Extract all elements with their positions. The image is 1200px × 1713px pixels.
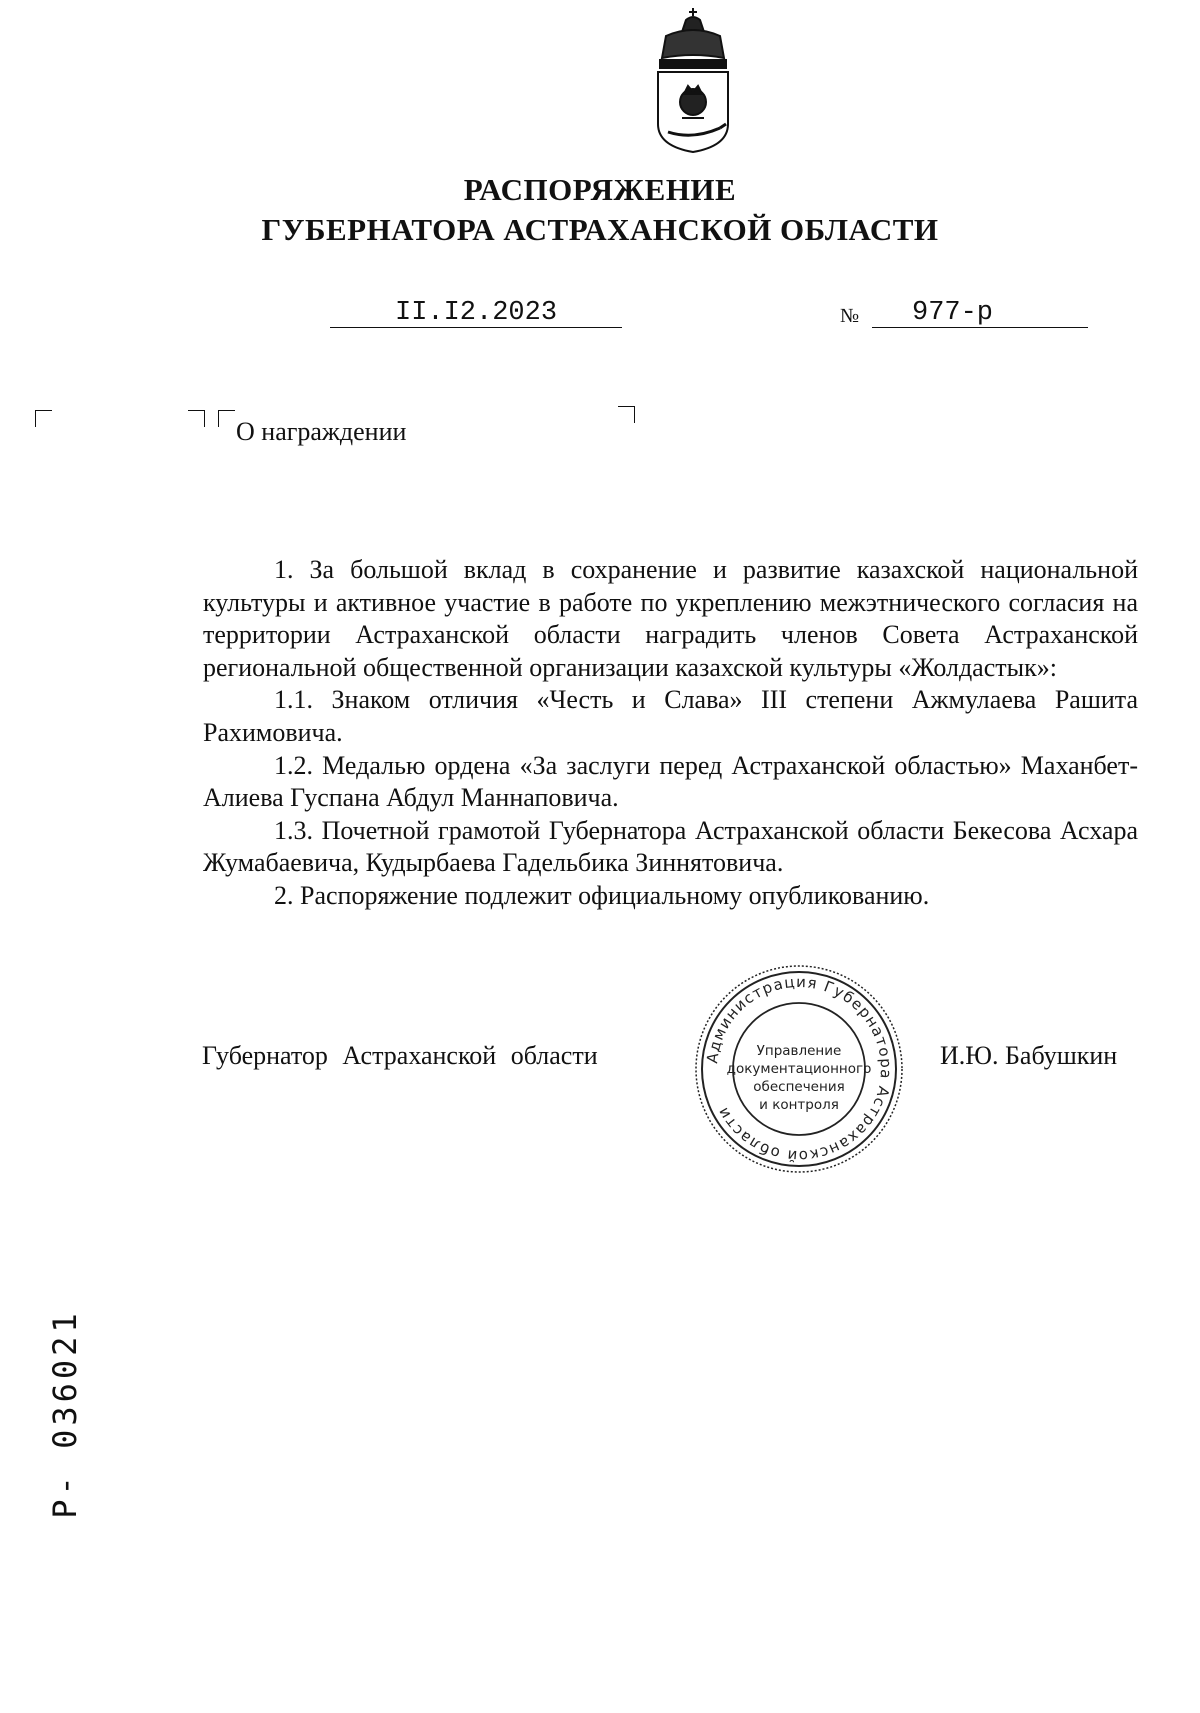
seal-ring-text: Администрация Губернатора Астраханской области: [703, 972, 896, 1166]
document-title: РАСПОРЯЖЕНИЕ: [463, 172, 737, 207]
corner-mark: [618, 406, 635, 423]
document-number: 977-р: [912, 298, 994, 328]
signatory-name: И.Ю. Бабушкин: [940, 1041, 1118, 1070]
paragraph: 1.2. Медалью ордена «За заслуги перед Астраханской областью» Маханбет-Алиева Гуспана Абдул Маннаповича.: [203, 750, 1138, 813]
seal-center-line: документационного: [726, 1061, 872, 1077]
paragraph: 1.1. Знаком отличия «Честь и Слава» III степени Ажмулаева Рашита Рахимовича.: [203, 685, 1138, 747]
document-subject: О награждении: [236, 417, 407, 446]
corner-mark: [188, 410, 205, 427]
number-sign: №: [840, 305, 860, 327]
seal-center-line: Управление: [756, 1043, 842, 1059]
document-body: [203, 554, 1138, 913]
paragraph: 1.3. Почетной грамотой Губернатора Астраханской области Бекесова Асхара Жумабаевича, Кудырбаева Гадельбика Зиннятовича.: [203, 815, 1138, 878]
document-date: II.I2.2023: [395, 298, 558, 328]
corner-mark: [35, 410, 52, 427]
coat-of-arms-emblem: [648, 6, 738, 154]
paragraph: 1. За большой вклад в сохранение и развитие казахской национальной культуры и активное участие в работе по укреплению межэтнического согласия на территории Астраханской области наградить членов Совета Астраханской региональной общественной организации казахской культуры «Жолдастык»:: [203, 555, 1138, 682]
paragraph: 2. Распоряжение подлежит официальному опубликованию.: [274, 880, 930, 910]
corner-mark: [218, 410, 235, 427]
registration-number: Р- 036021: [46, 1309, 84, 1519]
document-issuer: ГУБЕРНАТОРА АСТРАХАНСКОЙ ОБЛАСТИ: [261, 212, 939, 247]
official-seal: [692, 962, 906, 1176]
seal-center-line: и контроля: [759, 1097, 839, 1113]
seal-center-line: обеспечения: [753, 1079, 845, 1095]
signatory-title: Губернатор Астраханской области: [202, 1041, 598, 1070]
